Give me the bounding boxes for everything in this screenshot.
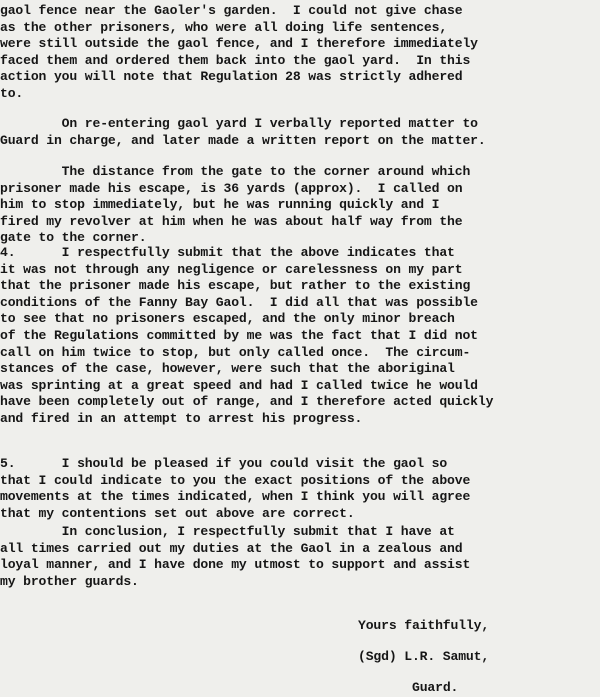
text-line: 4. I respectfully submit that the above indicates that (0, 245, 455, 260)
text-line: all times carried out my duties at the Gaol in a zealous and (0, 540, 463, 556)
text-line: movements at the times indicated, when I think you will agree (0, 489, 471, 505)
text-line: fired my revolver at him when he was about half way from the (0, 213, 463, 229)
text-line: that my contentions set out above are correct. (0, 505, 355, 521)
text-line: my brother guards. (0, 573, 139, 589)
signature-name: (Sgd) L.R. Samut, (358, 649, 490, 664)
text-line: gate to the corner. (0, 230, 147, 246)
text-line: call on him twice to stop, but only called once. The circum- (0, 344, 471, 360)
text-line: faced them and ordered them back into the gaol yard. In this (0, 52, 471, 68)
text-line: him to stop immediately, but he was running quickly and I (0, 197, 440, 213)
text-line: gaol fence near the Gaoler's garden. I could not give chase (0, 3, 463, 18)
text-line: to. (0, 86, 24, 101)
signature-title: Guard. (412, 680, 459, 695)
text-line: it was not through any negligence or carelessness on my part (0, 261, 463, 277)
text-line: that I could indicate to you the exact positions of the above (0, 472, 471, 488)
text-line: have been completely out of range, and I therefore acted quickly (0, 394, 494, 410)
text-line: prisoner made his escape, is 36 yards (approx). I called on (0, 180, 463, 196)
text-line: of the Regulations committed by me was the fact that I did not (0, 328, 478, 343)
text-line: and fired in an attempt to arrest his progress. (0, 411, 363, 426)
text-line: In conclusion, I respectfully submit that I have at (0, 524, 455, 539)
text-line: loyal manner, and I have done my utmost to support and assist (0, 557, 471, 573)
text-line: On re-entering gaol yard I verbally reported matter to (0, 116, 478, 131)
text-line: Guard in charge, and later made a written report on the matter. (0, 132, 486, 148)
closing: Yours faithfully, (358, 618, 490, 633)
text-line: as the other prisoners, who were all doing life sentences, (0, 19, 448, 35)
text-line: was sprinting at a great speed and had I called twice he would (0, 377, 478, 393)
text-line: to see that no prisoners escaped, and the only minor breach (0, 311, 455, 327)
text-line: were still outside the gaol fence, and I therefore immediately (0, 36, 478, 52)
text-line: The distance from the gate to the corner around which (0, 164, 471, 179)
text-line: action you will note that Regulation 28 was strictly adhered (0, 69, 463, 85)
text-line: 5. I should be pleased if you could visit the gaol so (0, 456, 448, 471)
text-line: conditions of the Fanny Bay Gaol. I did all that was possible (0, 294, 478, 310)
text-line: stances of the case, however, were such that the aboriginal (0, 361, 455, 377)
text-line: that the prisoner made his escape, but rather to the existing (0, 278, 471, 294)
